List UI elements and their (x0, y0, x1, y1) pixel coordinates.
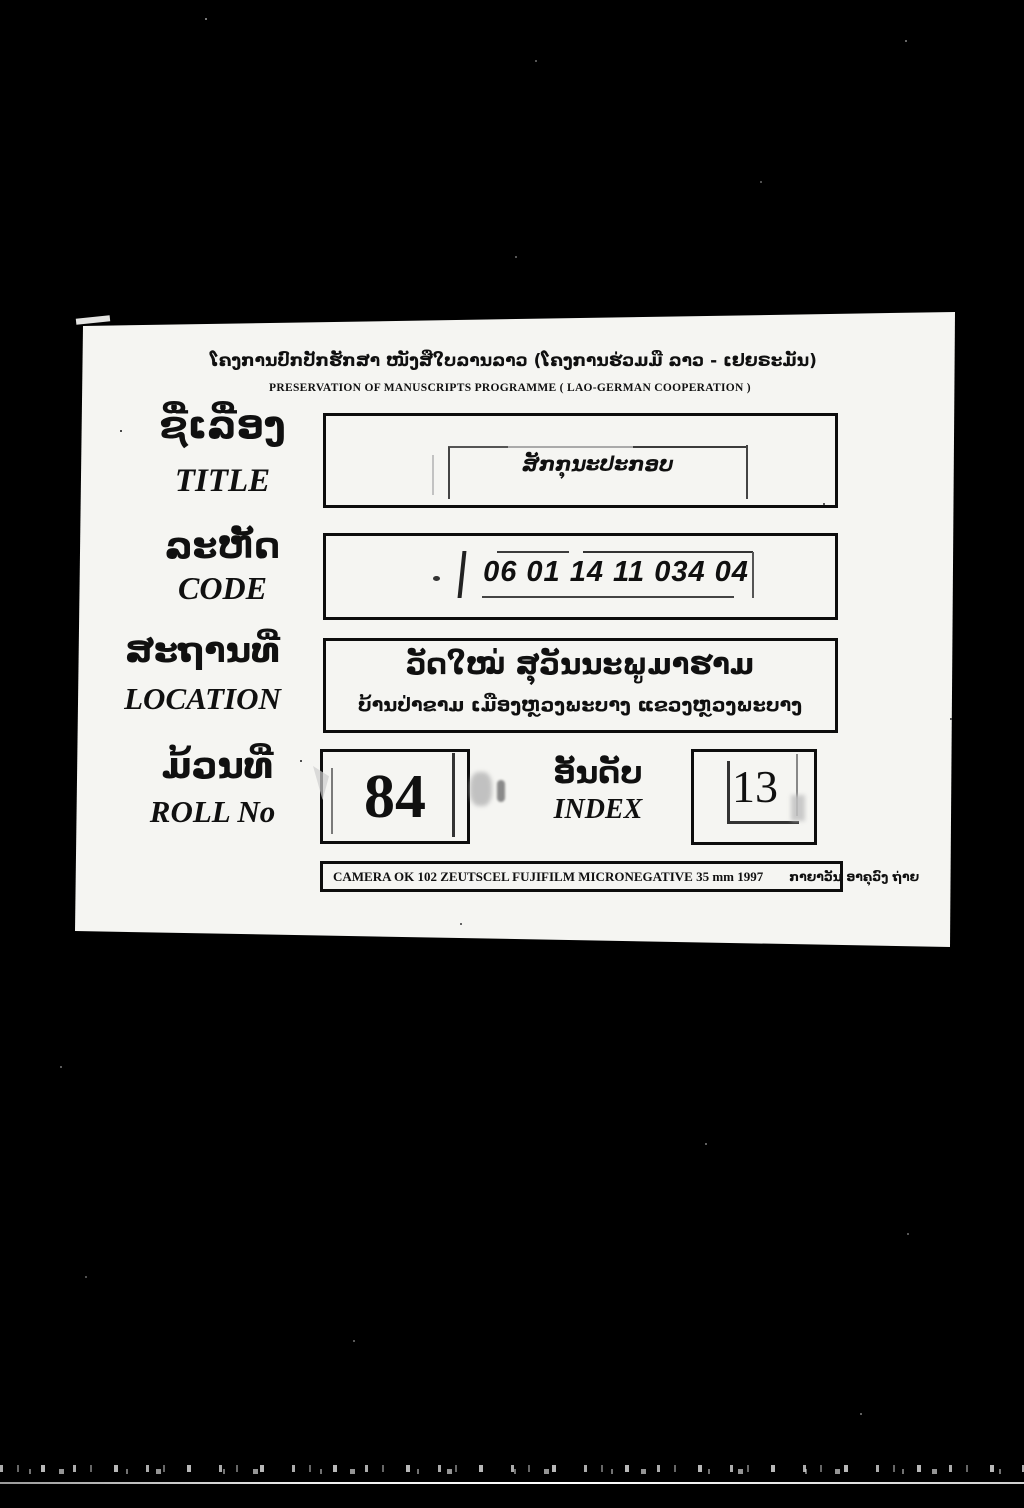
location-line2: ບ້ານປ່າຂາມ ເມືອງຫຼວງພະບາງ ແຂວງຫຼວງພະບາງ (357, 694, 803, 716)
index-label-en: INDEX (553, 794, 643, 825)
location-line1: ວັດໃໝ່ ສຸວັນນະພູມາຮາມ (405, 647, 755, 681)
header-lao: ໂຄງການປົກປັກຮັກສາ ໜັງສືໃບລານລາວ (ໂຄງການຮ່ວມມື ລາວ - ເຢຍຣະມັນ) (210, 351, 817, 371)
index-slip-bottom-edge (727, 821, 799, 824)
film-edge-noise (0, 1459, 1024, 1476)
code-label-en: CODE (178, 570, 267, 606)
code-slip-top-edge (497, 551, 753, 553)
title-slip-ghost-mark (432, 455, 434, 495)
location-label-en: LOCATION (124, 681, 281, 716)
code-slip-right-edge (752, 552, 754, 598)
title-label-en: TITLE (174, 463, 271, 499)
title-label-lao: ຊື່ເລື່ອງ (159, 403, 286, 447)
film-edge-line (0, 1482, 1024, 1484)
index-label-lao: ອັນດັບ (553, 755, 643, 791)
code-label-lao: ລະຫັດ (165, 526, 280, 567)
roll-label-lao: ມ້ວນທີ່ (161, 746, 274, 787)
title-slip-top-edge (448, 446, 748, 448)
card-edge-tear (76, 315, 110, 325)
title-value: ສັກກຸນະປະກອບ (522, 452, 674, 476)
roll-gray-dash (497, 780, 505, 802)
roll-smudge (470, 772, 492, 806)
camera-info-lao: ກາຍາວັນ ອາຄຸວົງ ຖ່າຍ (789, 868, 920, 884)
film-dust-specks (205, 18, 207, 20)
camera-info-box (320, 861, 920, 892)
roll-slip-left-edge (331, 768, 333, 834)
roll-box (320, 749, 470, 844)
header-english: PRESERVATION OF MANUSCRIPTS PROGRAMME ( LAO-GERMAN COOPERATION ) (269, 382, 751, 394)
roll-value: 84 (364, 762, 426, 831)
camera-info-text: CAMERA OK 102 ZEUTSCEL FUJIFILM MICRONEGATIVE 35 mm 1997 (333, 868, 764, 884)
roll-slip-right-edge (452, 753, 455, 837)
index-value: 13 (732, 761, 778, 812)
code-value: 06 01 14 11 034 04 (483, 556, 749, 588)
location-label-lao: ສະຖານທີ່ (125, 631, 280, 671)
roll-label-en: ROLL No (149, 794, 276, 829)
code-stray-dot (433, 576, 440, 581)
code-slip-bottom-edge (482, 596, 734, 598)
